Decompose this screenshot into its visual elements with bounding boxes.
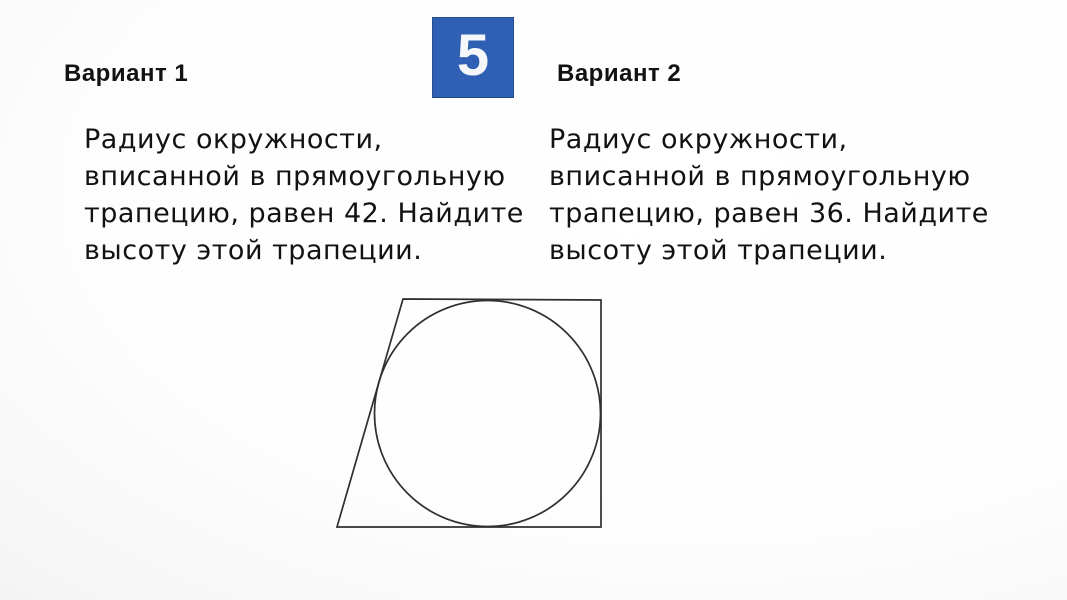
problem-line: Радиус окружности, [549, 124, 848, 155]
trapezoid-with-inscribed-circle-figure [320, 285, 620, 550]
right-trapezoid-shape [337, 299, 601, 527]
inscribed-circle-shape [375, 301, 601, 527]
variant1-title: Вариант 1 [64, 60, 189, 87]
problem-line: вписанной в прямоугольную [549, 161, 971, 192]
variant2-problem-text [549, 121, 989, 269]
lesson-number: 5 [456, 22, 490, 88]
problem-line: вписанной в прямоугольную [84, 161, 506, 192]
problem-line: трапецию, равен 36. Найдите [549, 198, 989, 229]
lesson-number-badge [432, 17, 514, 98]
problem-line: высоту этой трапеции. [84, 235, 423, 266]
variant1-problem-text [84, 121, 524, 269]
problem-line: высоту этой трапеции. [549, 235, 888, 266]
variant2-title: Вариант 2 [557, 60, 682, 87]
problem-line: Радиус окружности, [84, 124, 383, 155]
problem-line: трапецию, равен 42. Найдите [84, 198, 524, 229]
